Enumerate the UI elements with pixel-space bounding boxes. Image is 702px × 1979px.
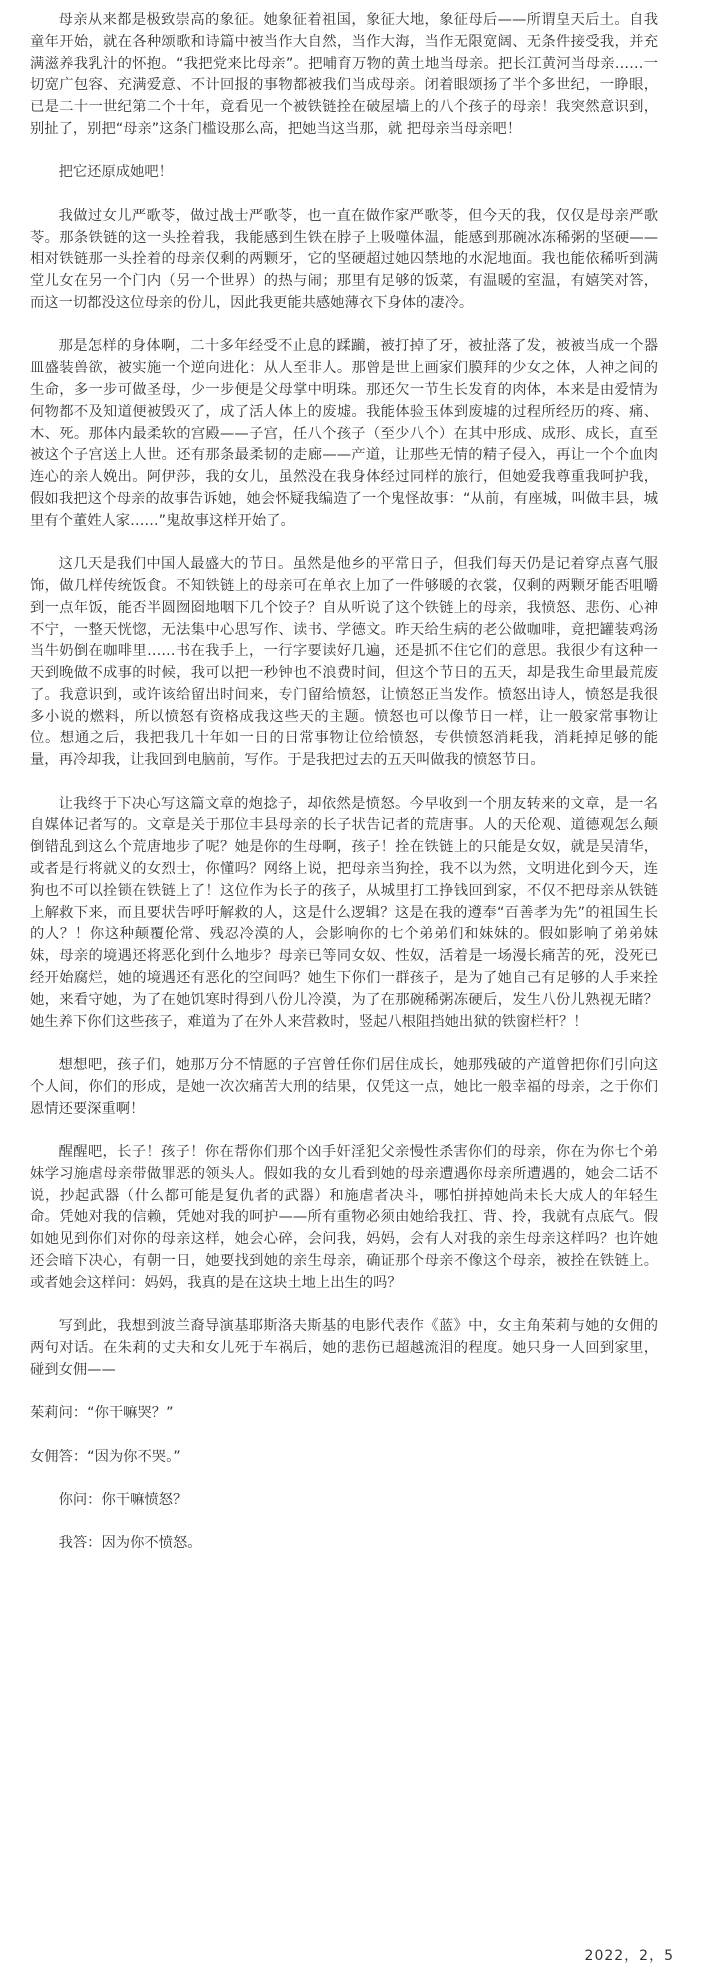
dialog-maid-answer: 女佣答：“因为你不哭。” (30, 1448, 181, 1465)
article-date: 2022，2，5 (584, 1948, 674, 1964)
paragraph-wake-up: 醒醒吧，长子！孩子！你在帮你们那个凶手奸淫犯父亲慢性杀害你们的母亲，你在为你七个弟妹学习施虐母亲带做罪恶的领头人。假如我的女儿看到她的母亲遭遇你母亲所遭遇的，她会二话不说，抄起武器（什么都可能是复仇者的武器）和施虐者决斗，哪怕拼掉她尚未长大成人的年轻生命。凭她对我的信赖，凭她对我的呵护——所有重物必须由她给我扛、背、拎，我就有点底气。假如她见到你们对你的母亲这样，她会心碎，会问我，妈妈，会有人对我的亲生母亲这样吗？也许她还会暗下决心，有朝一日，她要找到她的亲生母亲，确证那个母亲不像这个母亲，被拴在铁链上。或者她会这样问：妈妈，我真的是在这块土地上出生的吗？ (30, 1144, 658, 1291)
paragraph-intro: 母亲从来都是极致崇高的象征。她象征着祖国，象征大地，象征母后——所谓皇天后土。自我童年开始，就在各种颂歌和诗篇中被当作大自然，当作大海，当作无限宽阔、无条件接受我，并充满滋养我乳汁的怀抱。“我把党来比母亲”。把哺育万物的黄土地当母亲。把长江黄河当母亲……一切宽广包容、充满爱意、不计回报的事物都被我们当成母亲。闭着眼颂扬了半个多世纪，一睁眼，已是二十一世纪第二个十年，竟看见一个被铁链拴在破屋墙上的八个孩子的母亲！我突然意识到，别扯了，别把“母亲”这条门槛设那么高，把她当这当那，就 把母亲当母亲吧！ (30, 12, 658, 137)
paragraph-mother-identity: 我做过女儿严歌苓，做过战士严歌苓，也一直在做作家严歌苓，但今天的我，仅仅是母亲严歌苓。那条铁链的这一头拴着我，我能感到生铁在脖子上吸噬体温，能感到那碗冰冻稀粥的坚硬——相对铁链那一头拴着的母亲仅剩的两颗牙，它的坚硬超过她囚禁地的水泥地面。我也能依稀听到满堂儿女在另一个门内（另一个世界）的热与闹；那里有足够的饭菜，有温暖的室温，有嬉笑对答，而这一切都没这位母亲的份儿，因此我更能共感她薄衣下身体的凄冷。 (30, 207, 658, 311)
paragraph-festival: 这几天是我们中国人最盛大的节日。虽然是他乡的平常日子，但我们每天仍是记着穿点喜气服饰，做几样传统饭食。不知铁链上的母亲可在单衣上加了一件够暖的衣裳，仅剩的两颗牙能否咀嚼到一点年饭，能否半圆囫囵地咽下几个饺子？自从听说了这个铁链上的母亲，我愤怒、悲伤、心神不宁，一整天恍惚，无法集中心思写作、读书、学德文。昨天给生病的老公做咖啡，竟把罐装鸡汤当牛奶倒在咖啡里……书在我手上，一行字要读好几遍，还是抓不住它们的意思。我很少有这种一天到晚做不成事的时候，我可以把一秒钟也不浪费时间，但这个节日的五天，却是我生命里最荒废了。我意识到，或许该给留出时间来，专门留给愤怒，让愤怒正当发作。愤怒出诗人，愤怒是我很多小说的燃料，所以愤怒有资格成我这些天的主题。愤怒也可以像节日一样，让一般家常事物让位。想通之后，我把我几十年如一日的日常事物让位给愤怒，专供愤怒消耗我，消耗掉足够的能量，再冷却我，让我回到电脑前，写作。于是我把过去的五天叫做我的愤怒节日。 (30, 556, 658, 769)
paragraph-film-blue: 写到此，我想到波兰裔导演基耶斯洛夫斯基的电影代表作《蓝》中，女主角茱莉与她的女佣的两句对话。在朱莉的丈夫和女儿死于车祸后，她的悲伤已超越流泪的程度。她只身一人回到家里，碰到女佣—— (30, 1318, 658, 1378)
paragraph-restore: 把它还原成她吧！ (58, 164, 173, 181)
paragraph-body: 那是怎样的身体啊，二十多年经受不止息的蹂躏，被打掉了牙，被扯落了发，被被当成一个器皿盛装兽欲，被实施一个逆向进化：从人至非人。那曾是世上画家们膜拜的少女之体，人神之间的生命，多一步可做圣母，少一步便是父母掌中明珠。那还欠一节生长发育的肉体，本来是由爱情为何物都不及知道便被毁灭了，成了活人体上的废墟。我能体验玉体到废墟的过程所经历的疼、痛、木、死。那体内最柔软的宫殿——子宫，任八个孩子（至少八个）在其中形成、成形、成长，直至被这个子宫送上人世。还有那条最柔韧的走廊——产道，让那些无情的精子侵入，再让一个个血肉连心的亲人娩出。阿伊莎，我的女儿，虽然没在我身体经过同样的旅行，但她爱我尊重我呵护我，假如我把这个母亲的故事告诉她，她会怀疑我编造了一个鬼怪故事：“从前，有座城，叫做丰县，城里有个董姓人家……”鬼故事这样开始了。 (30, 338, 658, 529)
dialog-you-question: 你问：你干嘛愤怒？ (58, 1491, 188, 1508)
dialog-julie-question: 茱莉问：“你干嘛哭？” (30, 1405, 174, 1422)
dialog-me-answer: 我答：因为你不愤怒。 (58, 1535, 202, 1552)
paragraph-eldest-son: 让我终于下决心写这篇文章的炮捻子，却依然是愤怒。今早收到一个朋友转来的文章，是一名自媒体记者写的。文章是关于那位丰县母亲的长子状告记者的荒唐事。人的天伦观、道德观怎么颠倒错乱到这么个荒唐地步了呢？她是你的生母啊，孩子！拴在铁链上的只能是女奴，就是吴清华，或者是行将就义的女烈士，你懂吗？网络上说，把母亲当狗拴，我不以为然，文明进化到今天，连狗也不可以拴锁在铁链上了！这位作为长子的孩子，从城里打工挣钱回到家，不仅不把母亲从铁链上解救下来，而且要状告呼吁解救的人，这是什么逻辑？这是在我的遵奉“百善孝为先”的祖国生长的人？！你这种颠覆伦常、残忍冷漠的人，会影响你的七个弟弟们和妹妹的。假如影响了弟弟妹妹，母亲的境遇还将恶化到什么地步？母亲已等同女奴、性奴，活着是一场漫长痛苦的死，没死已经开始腐烂，她的境遇还有恶化的空间吗？她生下你们一群孩子，是为了她自己有足够的人手来拴她，来看守她，为了在她饥寒时得到八份儿冷漠，为了在那碗稀粥冻硬后，发生八份儿熟视无睹？她生养下你们这些孩子，难道为了在外人来营救时，竖起八根阻挡她出狱的铁窗栏杆？！ (30, 795, 658, 1030)
paragraph-children: 想想吧，孩子们，她那万分不情愿的子宫曾任你们居住成长，她那残破的产道曾把你们引向这个人间，你们的形成，是她一次次痛苦大刑的结果，仅凭这一点，她比一般幸福的母亲，之于你们恩情还要深重啊！ (30, 1057, 658, 1117)
